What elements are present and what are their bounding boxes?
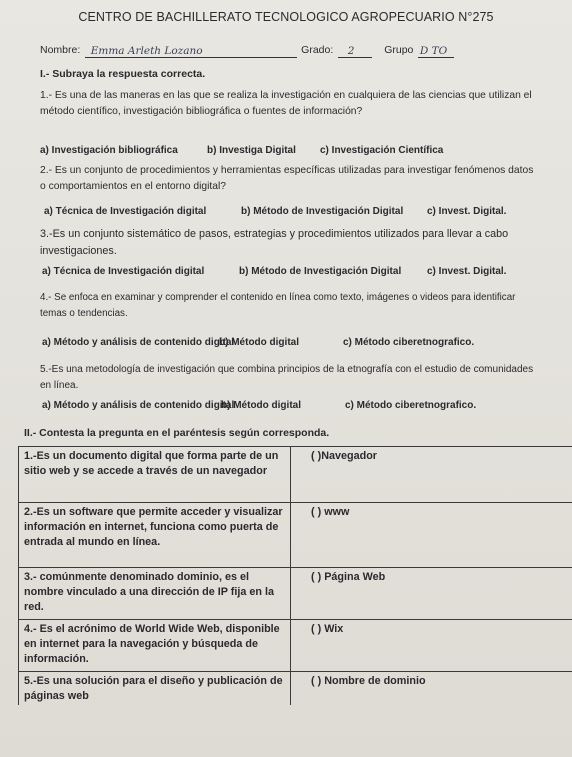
grupo-label: Grupo bbox=[384, 44, 414, 56]
matching-table bbox=[18, 446, 572, 705]
definition-2: 2.-Es un software que permite acceder y visualizar información en internet, funciona como puerta de entrada al mundo en línea. bbox=[19, 503, 291, 568]
q1-option-c[interactable]: c) Investigación Científica bbox=[320, 145, 444, 156]
q3-option-c[interactable]: c) Invest. Digital. bbox=[427, 266, 507, 277]
question-2: 2.- Es un conjunto de procedimientos y herramientas específicas utilizadas para investigar fenómenos datos o comportamientos en el entorno digital? bbox=[40, 165, 534, 192]
question-1: 1.- Es una de las maneras en las que se realiza la investigación en cualquiera de las ciencias que utilizan el método científico, investigación bibliográfica o fuentes de información? bbox=[40, 90, 532, 117]
nombre-handwritten: Emma Arleth Lozano bbox=[90, 45, 203, 57]
q2-option-c[interactable]: c) Invest. Digital. bbox=[427, 206, 507, 217]
q5-option-b[interactable]: b) Método digital bbox=[221, 400, 301, 411]
table-row bbox=[19, 672, 572, 706]
q3-option-b[interactable]: b) Método de Investigación Digital bbox=[239, 266, 402, 277]
table-row bbox=[19, 620, 572, 672]
section2-heading: II.- Contesta la pregunta en el paréntesis según corresponda. bbox=[24, 427, 330, 439]
answer-4[interactable]: ( ) Wix bbox=[291, 620, 572, 672]
q1-option-a[interactable]: a) Investigación bibliográfica bbox=[40, 145, 178, 156]
q4-option-b[interactable]: b) Método digital bbox=[219, 337, 299, 348]
nombre-label: Nombre: bbox=[40, 44, 81, 56]
table-row bbox=[19, 447, 572, 503]
school-title: CENTRO DE BACHILLERATO TECNOLOGICO AGROPECUARIO N°275 bbox=[78, 10, 494, 24]
grado-handwritten: 2 bbox=[347, 45, 355, 57]
answer-1[interactable]: ( )Navegador bbox=[291, 447, 572, 503]
question-3: 3.-Es un conjunto sistemático de pasos, estrategias y procedimientos utilizados para llevar a cabo investigaciones. bbox=[40, 228, 509, 257]
grado-field[interactable] bbox=[338, 45, 372, 58]
q5-option-a[interactable]: a) Método y análisis de contenido digital bbox=[42, 400, 235, 411]
answer-3[interactable]: ( ) Página Web bbox=[291, 568, 572, 620]
grupo-handwritten: D TO bbox=[419, 45, 448, 57]
question-2-options bbox=[44, 206, 506, 217]
definition-3: 3.- comúnmente denominado dominio, es el nombre vinculado a una dirección de IP fija en la red. bbox=[19, 568, 291, 620]
question-5-options bbox=[42, 400, 476, 411]
question-4-options bbox=[42, 337, 474, 348]
q2-option-a[interactable]: a) Técnica de Investigación digital bbox=[44, 206, 207, 217]
question-4: 4.- Se enfoca en examinar y comprender el contenido en línea como texto, imágenes o videos para identificar temas o tendencias. bbox=[40, 292, 516, 319]
question-1-options bbox=[40, 145, 443, 156]
question-5: 5.-Es una metodología de investigación que combina principios de la etnografía con el estudio de comunidades en línea. bbox=[40, 364, 534, 391]
q4-option-c[interactable]: c) Método ciberetnografico. bbox=[343, 337, 475, 348]
answer-5[interactable]: ( ) Nombre de dominio bbox=[291, 672, 572, 706]
answer-2[interactable]: ( ) www bbox=[291, 503, 572, 568]
student-info-line bbox=[40, 40, 454, 58]
table-row bbox=[19, 503, 572, 568]
q4-option-a[interactable]: a) Método y análisis de contenido digital bbox=[42, 337, 235, 348]
q3-option-a[interactable]: a) Técnica de Investigación digital bbox=[42, 266, 205, 277]
grupo-field[interactable] bbox=[418, 45, 454, 58]
q1-option-b[interactable]: b) Investiga Digital bbox=[207, 145, 296, 156]
definition-5: 5.-Es una solución para el diseño y publicación de páginas web bbox=[19, 672, 291, 706]
question-3-options bbox=[42, 266, 506, 277]
definition-1: 1.-Es un documento digital que forma parte de un sitio web y se accede a través de un navegador bbox=[19, 447, 291, 503]
q5-option-c[interactable]: c) Método ciberetnografico. bbox=[345, 400, 477, 411]
definition-4: 4.- Es el acrónimo de World Wide Web, disponible en internet para la navegación y búsqueda de información. bbox=[19, 620, 291, 672]
nombre-field[interactable] bbox=[85, 45, 297, 58]
section1-heading: I.- Subraya la respuesta correcta. bbox=[40, 68, 206, 80]
grado-label: Grado: bbox=[301, 44, 334, 56]
table-row bbox=[19, 568, 572, 620]
q2-option-b[interactable]: b) Método de Investigación Digital bbox=[241, 206, 404, 217]
